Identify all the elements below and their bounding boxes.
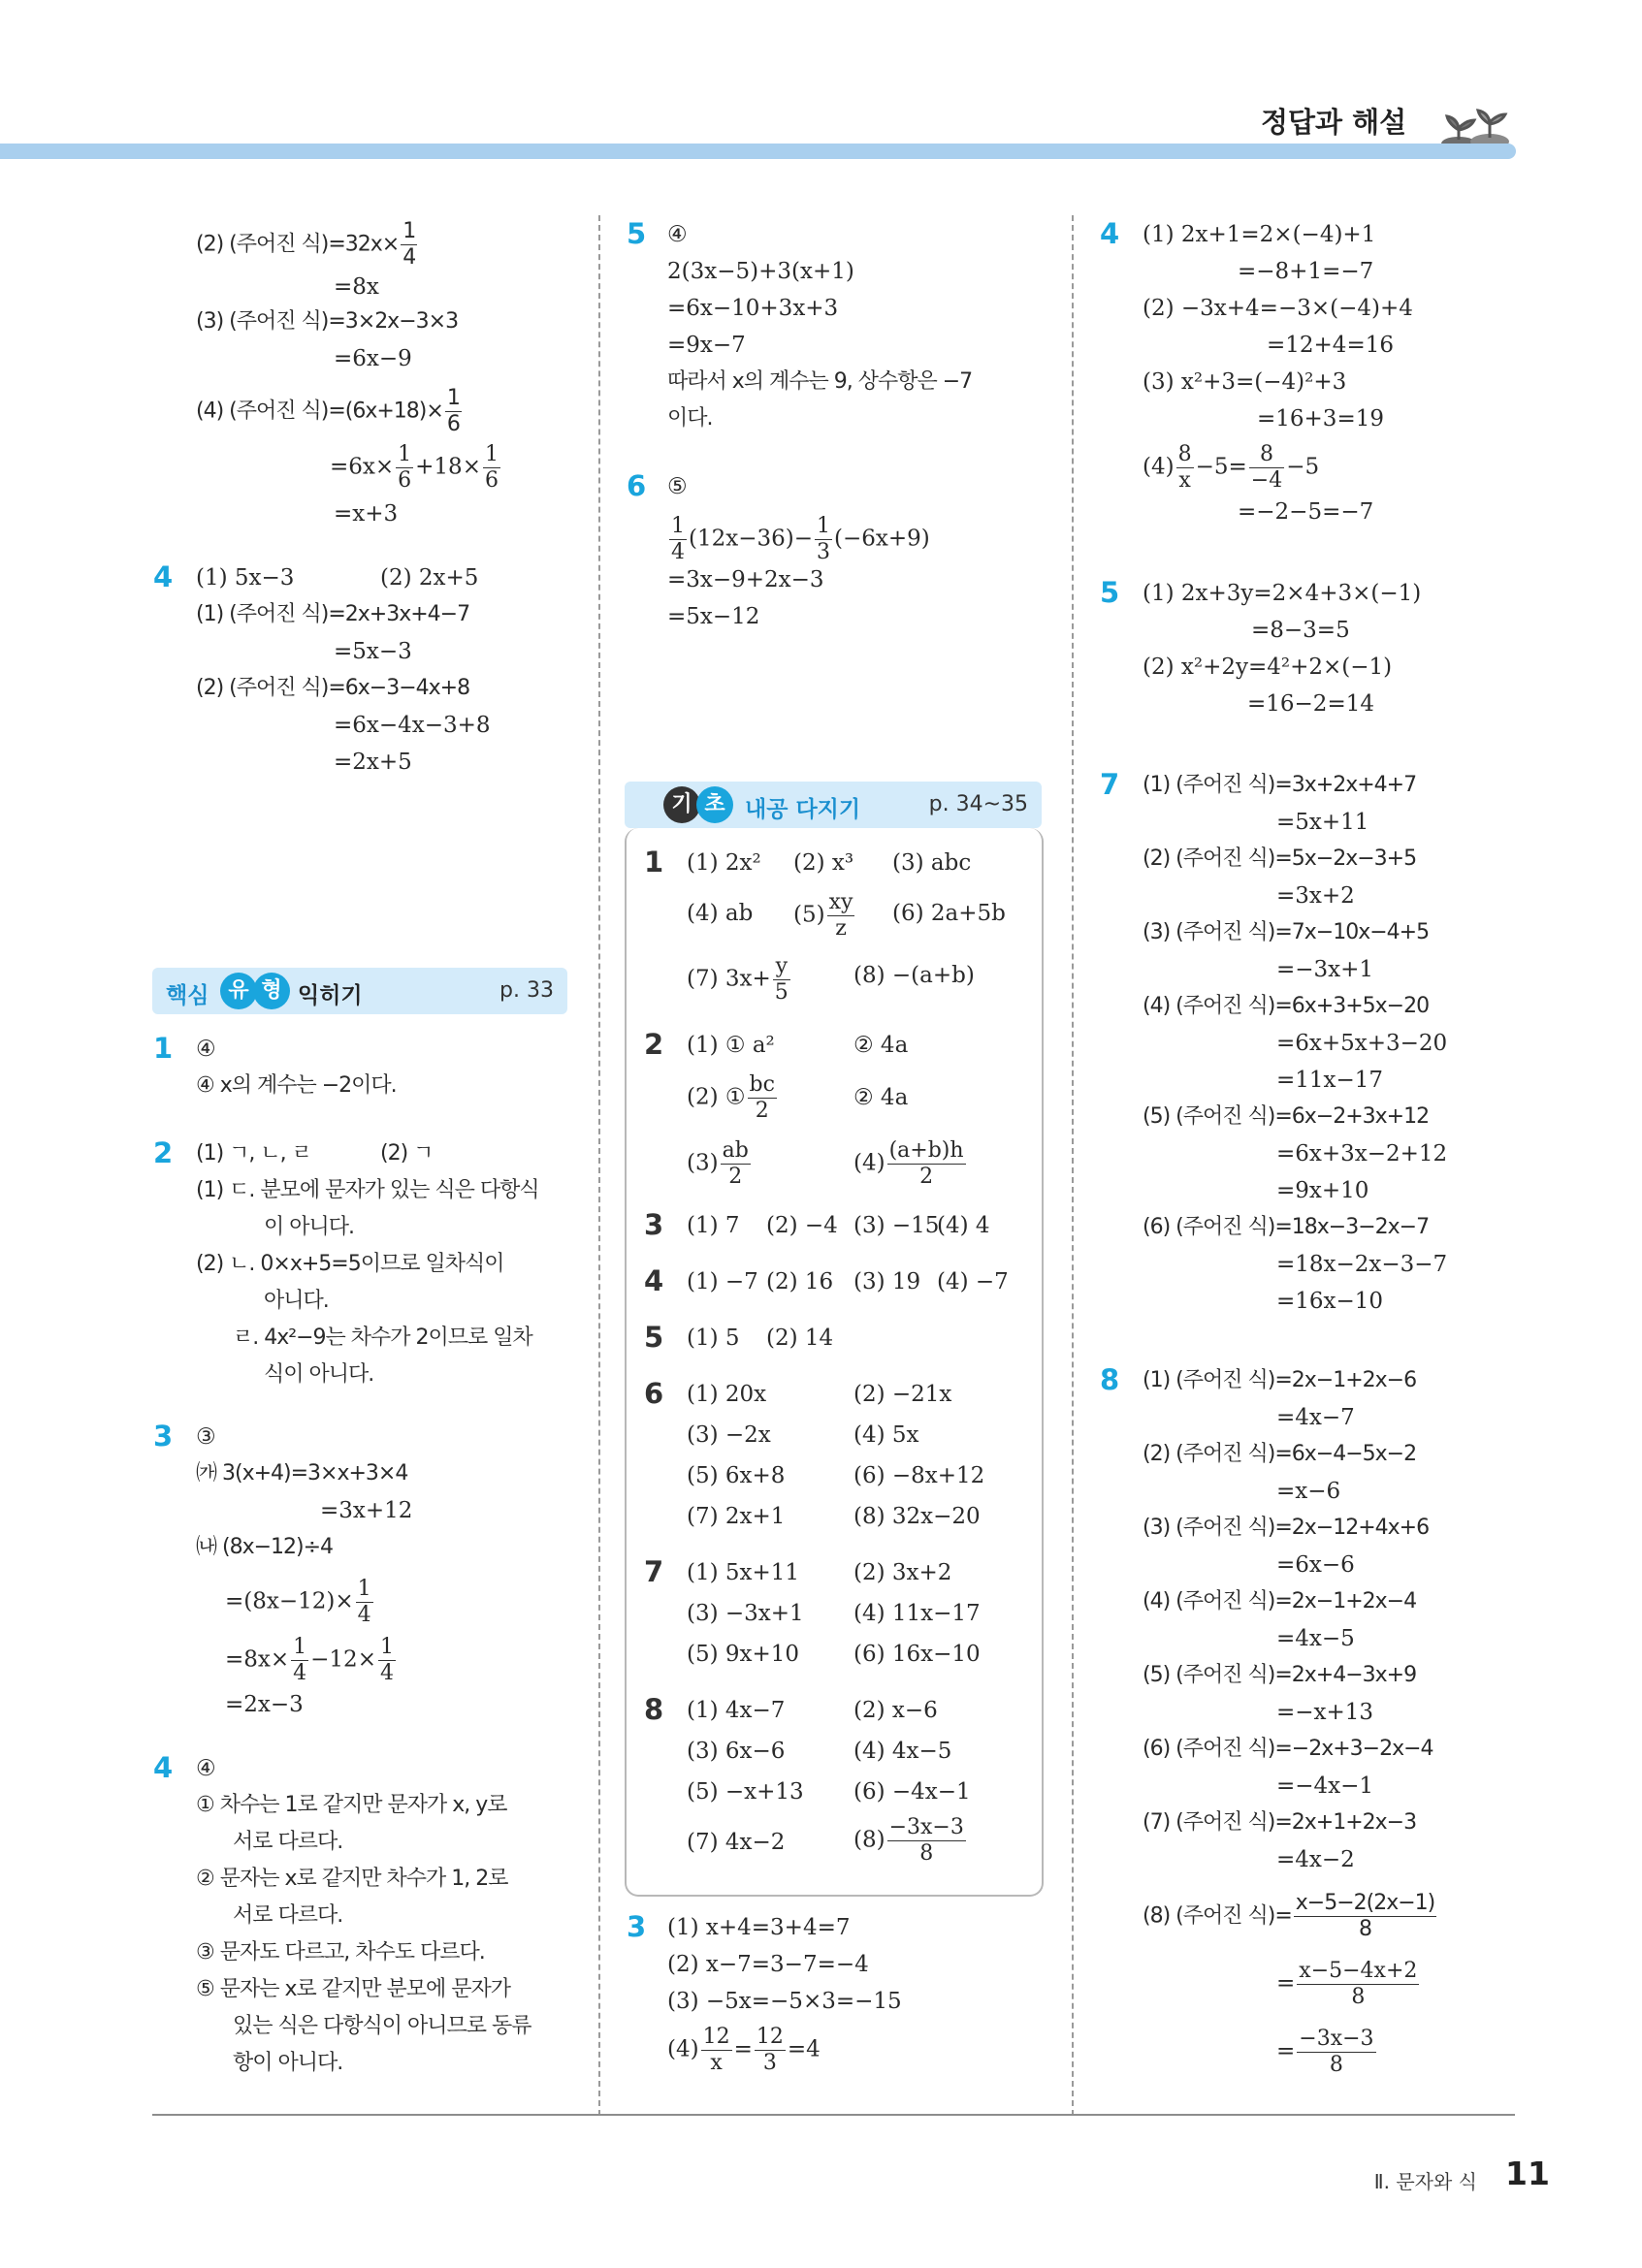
question-number: 3 <box>627 1910 647 1943</box>
text-line: =6x+5x+3−20 <box>1276 1031 1448 1056</box>
text-line: (2) (주어진 식)=6x−4−5x−2 <box>1143 1442 1417 1466</box>
answer: ③ <box>196 1424 216 1450</box>
answer: (4) ab <box>687 901 754 926</box>
text-line: =4x−5 <box>1276 1626 1355 1651</box>
question-number: 5 <box>627 217 647 250</box>
text-line: (2) ㄴ. 0×x+5=5이므로 일차식이 <box>196 1252 504 1276</box>
answer: (6) 16x−10 <box>853 1642 981 1667</box>
text-line: 아니다. <box>264 1289 329 1313</box>
answer: (2) −4 <box>766 1213 838 1238</box>
text-line: =6x× $\frac{1}{6}$ +18× $\frac{1}{6}$ <box>330 442 499 493</box>
text-line: =5x−12 <box>667 604 760 629</box>
answer: (3) −2x <box>687 1422 771 1448</box>
text-line: 있는 식은 다항식이 아니므로 동류 <box>233 2014 531 2038</box>
answer: (5) 9x+10 <box>687 1642 800 1667</box>
column-divider <box>1072 215 1074 2116</box>
answer: (4) −7 <box>937 1269 1009 1294</box>
text-line: =−x+13 <box>1276 1700 1374 1725</box>
text-line: =8x× $\frac{1}{4}$ −12× $\frac{1}{4}$ <box>225 1635 394 1685</box>
answer: (1) 5x+11 <box>687 1560 800 1585</box>
text-line: ⑤ 문자는 x로 같지만 분모에 문자가 <box>196 1977 510 2001</box>
answer: (3) 6x−6 <box>687 1739 786 1764</box>
answer: (2) 16 <box>766 1269 834 1294</box>
text-line: =4x−7 <box>1276 1405 1355 1430</box>
text-line: =8x <box>334 274 379 300</box>
answer: (1) 5x−3 <box>196 565 295 591</box>
answer: (2) 14 <box>766 1326 834 1351</box>
answer: (2) x³ <box>793 850 854 876</box>
text-line: (5) (주어진 식)=2x+4−3x+9 <box>1143 1663 1417 1687</box>
answer: (3) −3x+1 <box>687 1601 804 1626</box>
page-number: 11 <box>1505 2155 1550 2192</box>
text-line: (3) (주어진 식)=7x−10x−4+5 <box>1143 920 1430 944</box>
answer: ⑤ <box>667 474 688 499</box>
answer: (3) abc <box>892 850 972 876</box>
answer: (1) 4x−7 <box>687 1698 786 1723</box>
text-line: =16−2=14 <box>1247 691 1374 717</box>
answer: (6) −8x+12 <box>853 1463 985 1488</box>
answer: (1) 7 <box>687 1213 740 1238</box>
text-line: (3) (주어진 식)=2x−12+4x+6 <box>1143 1516 1430 1540</box>
question-number: 1 <box>644 846 664 878</box>
text-line: (7) (주어진 식)=2x+1+2x−3 <box>1143 1810 1417 1835</box>
answer: (3) 19 <box>853 1269 921 1294</box>
question-number: 2 <box>153 1136 174 1169</box>
text-line: =6x+3x−2+12 <box>1276 1141 1448 1166</box>
text-line: (3) x²+3=(−4)²+3 <box>1143 369 1347 395</box>
answer: (2) −21x <box>853 1382 952 1407</box>
text-line: (4) $\frac{8}{x}$ −5= $\frac{8}{-4}$ −5 <box>1143 442 1320 493</box>
text-line: =3x+12 <box>320 1498 413 1523</box>
text-line: =−3x+1 <box>1276 957 1374 982</box>
text-line: (6) (주어진 식)=−2x+3−2x−4 <box>1143 1737 1433 1761</box>
text-line: 식이 아니다. <box>264 1362 374 1387</box>
header-bar <box>0 144 1516 159</box>
text-line: =5x+11 <box>1276 810 1369 835</box>
text-line: (8) (주어진 식)= $\frac{x-5-2(2x-1)}{8}$ <box>1143 1891 1435 1941</box>
text-line: (2) (주어진 식)=32x× $\frac{1}{4}$ <box>196 219 416 270</box>
text-line: =x−6 <box>1276 1479 1341 1504</box>
header-title: 정답과 해설 <box>1261 106 1407 139</box>
answer: (4) 11x−17 <box>853 1601 981 1626</box>
text-line: =9x+10 <box>1276 1178 1369 1203</box>
answer: ② 4a <box>853 1085 909 1110</box>
question-number: 7 <box>644 1555 664 1588</box>
text-line: 항이 아니다. <box>233 2051 343 2075</box>
answer: (8) 32x−20 <box>853 1504 981 1529</box>
question-number: 5 <box>644 1321 664 1354</box>
question-number: 8 <box>1100 1363 1120 1396</box>
text-line: =−8+1=−7 <box>1238 259 1374 284</box>
text-line: (4) $\frac{12}{x}$ = $\frac{12}{3}$ =4 <box>667 2025 821 2075</box>
answer: (4) 4 <box>937 1213 990 1238</box>
question-number: 3 <box>644 1208 664 1241</box>
answer: (1) 5 <box>687 1326 740 1351</box>
text-line: = $\frac{-3x-3}{8}$ <box>1276 2027 1374 2077</box>
text-line: =5x−3 <box>334 639 412 664</box>
text-line: (2) x−7=3−7=−4 <box>667 1952 869 1977</box>
text-line: (1) (주어진 식)=3x+2x+4+7 <box>1143 773 1417 797</box>
text-line: =2x−3 <box>225 1692 304 1717</box>
question-number: 4 <box>153 560 174 593</box>
text-line: (3) −5x=−5×3=−15 <box>667 1989 902 2014</box>
text-line: (1) (주어진 식)=2x−1+2x−6 <box>1143 1368 1417 1392</box>
question-number: 6 <box>644 1377 664 1410</box>
text-line: $\frac{1}{4}$ (12x−36)− $\frac{1}{3}$ (−6x+9) <box>671 514 930 564</box>
text-line: (5) (주어진 식)=6x−2+3x+12 <box>1143 1104 1430 1129</box>
answer: (1) ① a² <box>687 1033 775 1058</box>
text-line: =6x−10+3x+3 <box>667 296 839 321</box>
answer: (4) 5x <box>853 1422 919 1448</box>
question-number: 2 <box>644 1028 664 1061</box>
answer: (2) 2x+5 <box>380 565 479 591</box>
answer: (3) −15 <box>853 1213 940 1238</box>
text-line: =4x−2 <box>1276 1847 1355 1872</box>
text-line: =6x−6 <box>1276 1552 1355 1578</box>
text-line: =11x−17 <box>1276 1068 1384 1093</box>
question-number: 4 <box>1100 217 1120 250</box>
answer: (5) $\frac{xy}{z}$ <box>793 890 853 941</box>
text-line: = $\frac{x-5-4x+2}{8}$ <box>1276 1959 1418 2009</box>
text-line: (1) ㄷ. 분모에 문자가 있는 식은 다항식 <box>196 1178 539 1202</box>
text-line: (4) (주어진 식)=(6x+18)× $\frac{1}{6}$ <box>196 386 460 436</box>
text-line: ㈎ 3(x+4)=3×x+3×4 <box>196 1461 408 1485</box>
text-line: =6x−4x−3+8 <box>334 713 491 738</box>
text-line: =18x−2x−3−7 <box>1276 1252 1448 1277</box>
text-line: (2) (주어진 식)=5x−2x−3+5 <box>1143 847 1417 871</box>
answer: (2) 3x+2 <box>853 1560 952 1585</box>
text-line: ㈏ (8x−12)÷4 <box>196 1535 334 1559</box>
answer: (6) −4x−1 <box>853 1779 971 1805</box>
answer: (1) 20x <box>687 1382 767 1407</box>
answer: (6) 2a+5b <box>892 901 1006 926</box>
section-header-basics: 기 초 내공 다지기 p. 34~35 <box>625 782 1042 828</box>
section-header-core-types: 핵심 유 형 익히기 p. 33 <box>152 968 567 1014</box>
question-number: 4 <box>644 1264 664 1297</box>
answer: (1) 2x² <box>687 850 761 876</box>
answer: (1) ㄱ, ㄴ, ㄹ <box>196 1141 311 1166</box>
question-number: 5 <box>1100 576 1120 609</box>
text-line: 이 아니다. <box>264 1215 354 1239</box>
text-line: =16x−10 <box>1276 1289 1384 1314</box>
answer: (4) $\frac{(a+b)h}{2}$ <box>853 1138 964 1189</box>
text-line: 따라서 x의 계수는 9, 상수항은 −7 <box>667 369 973 394</box>
text-line: (1) (주어진 식)=2x+3x+4−7 <box>196 602 470 626</box>
text-line: 이다. <box>667 406 713 431</box>
text-line: (3) (주어진 식)=3×2x−3×3 <box>196 309 459 334</box>
text-line: =8−3=5 <box>1251 618 1350 643</box>
text-line: (4) (주어진 식)=2x−1+2x−4 <box>1143 1589 1417 1613</box>
question-number: 3 <box>153 1420 174 1453</box>
text-line: ㄹ. 4x²−9는 차수가 2이므로 일차 <box>233 1326 532 1350</box>
answer: (8) $\frac{-3x-3}{8}$ <box>853 1815 964 1866</box>
text-line: =2x+5 <box>334 750 412 775</box>
text-line: (1) 2x+3y=2×4+3×(−1) <box>1143 581 1422 606</box>
question-number: 8 <box>644 1693 664 1726</box>
answer: (2) x−6 <box>853 1698 938 1723</box>
question-number: 4 <box>153 1751 174 1784</box>
question-number: 1 <box>153 1032 174 1065</box>
answer: ④ <box>196 1756 216 1781</box>
answer: (5) 6x+8 <box>687 1463 786 1488</box>
text-line: =16+3=19 <box>1257 406 1384 431</box>
answer: (5) −x+13 <box>687 1779 804 1805</box>
answer: ④ <box>196 1037 216 1062</box>
answer: (7) 3x+ $\frac{y}{5}$ <box>687 954 789 1005</box>
answer: ④ <box>667 222 688 247</box>
answer: (3) $\frac{ab}{2}$ <box>687 1138 749 1189</box>
text-line: =9x−7 <box>667 333 746 358</box>
answer: (8) −(a+b) <box>853 963 975 988</box>
answer: (7) 4x−2 <box>687 1830 786 1855</box>
answer: (1) −7 <box>687 1269 758 1294</box>
answer: (2) ① $\frac{bc}{2}$ <box>687 1072 775 1123</box>
text-line: 2(3x−5)+3(x+1) <box>667 259 854 284</box>
text-line: =−4x−1 <box>1276 1773 1374 1799</box>
footer-section: Ⅱ. 문자와 식 <box>1373 2170 1477 2193</box>
text-line: =12+4=16 <box>1267 333 1394 358</box>
answer: (4) 4x−5 <box>853 1739 952 1764</box>
text-line: (6) (주어진 식)=18x−3−2x−7 <box>1143 1215 1430 1239</box>
question-number: 6 <box>627 469 647 502</box>
text-line: (1) 2x+1=2×(−4)+1 <box>1143 222 1376 247</box>
text-line: (1) x+4=3+4=7 <box>667 1915 851 1940</box>
text-line: (4) (주어진 식)=6x+3+5x−20 <box>1143 994 1430 1018</box>
text-line: ④ x의 계수는 −2이다. <box>196 1073 397 1098</box>
text-line: (2) x²+2y=4²+2×(−1) <box>1143 655 1393 680</box>
footer-rule <box>152 2114 1515 2116</box>
text-line: =3x−9+2x−3 <box>667 567 824 592</box>
column-divider <box>598 215 600 2116</box>
text-line: 서로 다르다. <box>233 1830 343 1854</box>
text-line: =(8x−12)× $\frac{1}{4}$ <box>225 1577 371 1627</box>
answer: (2) ㄱ <box>380 1141 434 1166</box>
text-line: 서로 다르다. <box>233 1903 343 1928</box>
text-line: (2) (주어진 식)=6x−3−4x+8 <box>196 676 470 700</box>
text-line: =3x+2 <box>1276 883 1355 909</box>
text-line: ② 문자는 x로 같지만 차수가 1, 2로 <box>196 1867 508 1891</box>
question-number: 7 <box>1100 768 1120 801</box>
text-line: =6x−9 <box>334 346 412 371</box>
answer: (7) 2x+1 <box>687 1504 786 1529</box>
answer: ② 4a <box>853 1033 909 1058</box>
text-line: =x+3 <box>334 501 399 527</box>
text-line: ① 차수는 1로 같지만 문자가 x, y로 <box>196 1793 507 1817</box>
text-line: ③ 문자도 다르고, 차수도 다르다. <box>196 1940 485 1965</box>
text-line: (2) −3x+4=−3×(−4)+4 <box>1143 296 1413 321</box>
text-line: =−2−5=−7 <box>1238 499 1374 525</box>
